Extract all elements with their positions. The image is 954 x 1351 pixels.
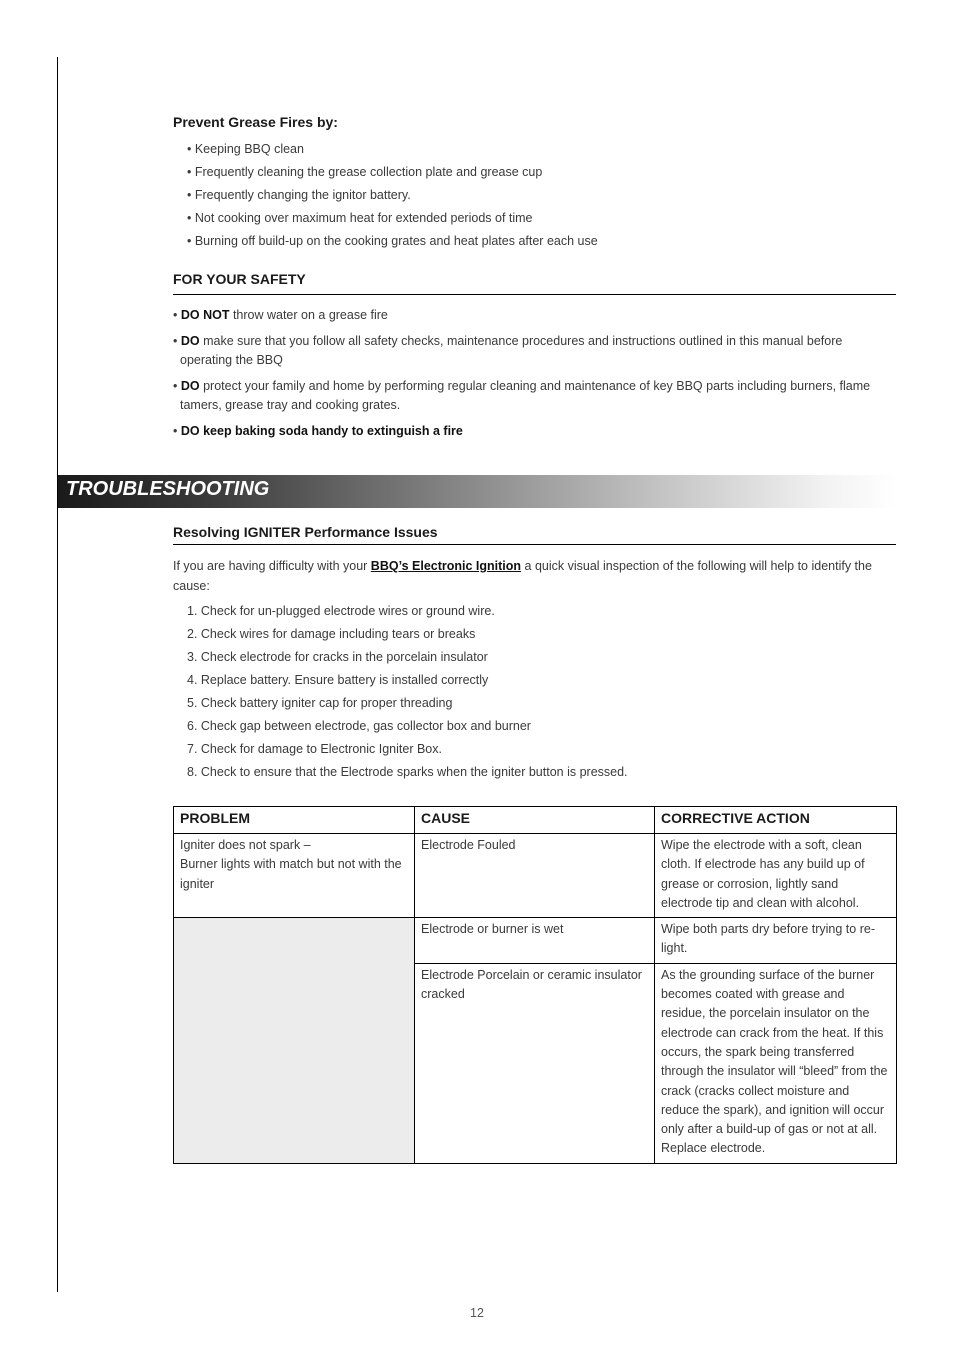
list-item: 8. Check to ensure that the Electrode sparks when the igniter button is pressed. [187, 765, 628, 779]
list-item: 4. Replace battery. Ensure battery is installed correctly [187, 673, 489, 687]
safety-item: • DO make sure that you follow all safety checks, maintenance procedures and instructions outlined in this manual before operating the BBQ [173, 333, 843, 367]
list-item: 6. Check gap between electrode, gas collector box and burner [187, 719, 531, 733]
list-item: • Burning off build-up on the cooking grates and heat plates after each use [187, 234, 598, 248]
table-header-row [174, 807, 897, 834]
safety-item-emphasis: DO [180, 333, 200, 348]
safety-item: • DO NOT throw water on a grease fire [173, 308, 388, 322]
safety-item-emphasis: DO [180, 378, 200, 393]
action-cell: Wipe both parts dry before trying to re-light. [655, 918, 897, 964]
intro-paragraph: If you are having difficulty with your BBQ’s Electronic Ignition a quick visual inspection of the following will help to identify the cause: [173, 559, 872, 593]
troubleshooting-table [173, 806, 897, 1164]
safety-item: • DO keep baking soda handy to extinguish a fire [173, 423, 463, 438]
table-row [174, 918, 897, 964]
header-corrective-action: CORRECTIVE ACTION [655, 807, 897, 834]
list-item: 7. Check for damage to Electronic Igniter Box. [187, 742, 442, 756]
inspection-steps [187, 603, 628, 787]
cause-cell: Electrode Porcelain or ceramic insulator cracked [415, 963, 655, 1163]
list-item: • Not cooking over maximum heat for extended periods of time [187, 211, 533, 225]
list-item: 3. Check electrode for cracks in the porcelain insulator [187, 650, 488, 664]
subsection-divider [173, 544, 896, 545]
list-item: 5. Check battery igniter cap for proper threading [187, 696, 453, 710]
section-title: TROUBLESHOOTING [66, 478, 270, 500]
section-banner [58, 475, 896, 508]
safety-item: • DO protect your family and home by performing regular cleaning and maintenance of key BBQ parts including burners, flame tamers, grease tray and cooking grates. [173, 378, 871, 412]
safety-item-emphasis: DO keep baking soda handy to extinguish a fire [180, 423, 463, 438]
list-item: • Frequently changing the ignitor battery. [187, 188, 411, 202]
page-number: 12 [470, 1306, 484, 1320]
subsection-heading: Resolving IGNITER Performance Issues [173, 524, 438, 540]
grease-fires-list [187, 141, 598, 256]
safety-heading: FOR YOUR SAFETY [173, 271, 306, 287]
grease-fires-heading: Prevent Grease Fires by: [173, 114, 338, 130]
header-problem: PROBLEM [174, 807, 415, 834]
action-cell: Wipe the electrode with a soft, clean cloth. If electrode has any build up of grease or corrosion, lightly sand electrode tip and clean with alcohol. [655, 834, 897, 918]
list-item: • Frequently cleaning the grease collection plate and grease cup [187, 165, 543, 179]
list-item: • Keeping BBQ clean [187, 142, 304, 156]
problem-cell-empty [174, 918, 415, 1164]
safety-divider [173, 294, 896, 295]
electronic-ignition-link[interactable]: BBQ’s Electronic Ignition [370, 559, 522, 573]
cause-cell: Electrode or burner is wet [415, 918, 655, 964]
safety-list [173, 306, 883, 447]
safety-item-emphasis: DO NOT [180, 308, 230, 322]
list-item: 1. Check for un-plugged electrode wires or ground wire. [187, 604, 495, 618]
list-item: 2. Check wires for damage including tears or breaks [187, 627, 476, 641]
header-cause: CAUSE [415, 807, 655, 834]
action-cell: As the grounding surface of the burner becomes coated with grease and residue, the porcelain insulator on the electrode can crack from the heat. If this occurs, the spark being transferred through the insulator will “bleed” from the crack (cracks collect moisture and reduce the spark), and ignition will occur only after a build-up of gas or not at all. Replace electrode. [655, 963, 897, 1163]
table-row [174, 834, 897, 918]
problem-cell: Igniter does not spark – Burner lights with match but not with the igniter [174, 834, 415, 918]
margin-line [57, 57, 58, 1292]
cause-cell: Electrode Fouled [415, 834, 655, 918]
